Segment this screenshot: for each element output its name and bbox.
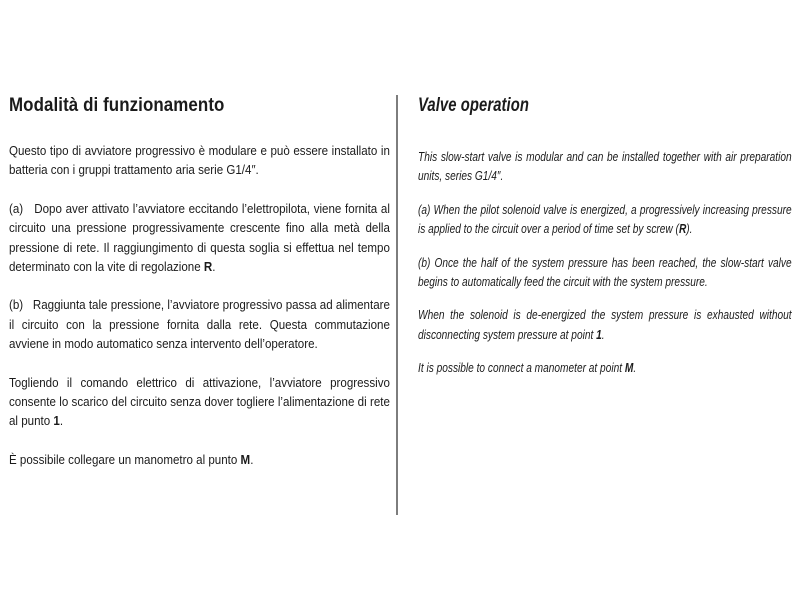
text-run: This slow-start valve is modular and can be installed together with air preparation units, series G1/4″. (418, 149, 792, 184)
section-title-english: Valve operation (418, 95, 529, 116)
text-run: (b) Once the half of the system pressure has been reached, the slow-start valve begins to automatically feed the circuit with the system pressure. (418, 254, 792, 290)
text-run: It is possible to connect a manometer at point (418, 360, 625, 376)
text-run-bold: 1 (596, 326, 602, 342)
section-title-italian: Modalità di funzionamento (9, 95, 225, 116)
text-run: (a) Dopo aver attivato l’avviatore eccitando l’elettropilota, viene fornita al circuito una pressione progressivamente crescente fino alla metà della pressione di rete. Il raggiungimento di questa soglia si effettua nel tempo determinato con la vite di regolazione (9, 200, 390, 275)
text-run-bold: M (624, 360, 634, 376)
text-run: (b) Raggiunta tale pressione, l’avviatore progressivo passa ad alimentare il circuito con la pressione fornita dalla rete. Questa commutazione avviene in modo automatico senza intervento dell’operatore. (9, 297, 390, 352)
paragraph (418, 305, 792, 344)
paragraph (9, 373, 390, 431)
paragraph (418, 253, 792, 292)
text-run-bold: M (240, 451, 251, 467)
english-section (418, 96, 792, 392)
text-run: . (59, 413, 64, 429)
paragraph (9, 199, 390, 277)
text-run-bold: 1 (53, 413, 60, 429)
paragraph (9, 450, 390, 469)
text-run: When the solenoid is de-energized the system pressure is exhausted without disconnecting system pressure at point (418, 307, 792, 342)
italian-paragraphs (9, 141, 390, 469)
paragraph (418, 147, 792, 186)
paragraph (9, 141, 390, 180)
text-run: (a) When the pilot solenoid valve is energized, a progressively increasing pressure is applied to the circuit over a period of time set by screw ( (418, 201, 792, 237)
italian-section (9, 96, 390, 488)
text-run: Questo tipo di avviatore progressivo è modulare e può essere installato in batteria con i gruppi trattamento aria serie G1/4″. (9, 143, 390, 178)
text-run: . (633, 360, 637, 376)
column-divider-rule (396, 95, 398, 515)
italian-section-inner (9, 96, 390, 469)
paragraph (9, 295, 390, 353)
text-run-bold: R (203, 259, 213, 275)
text-run: ). (686, 221, 693, 237)
text-run: . (601, 326, 605, 342)
text-run: . (250, 451, 254, 467)
text-run: Togliendo il comando elettrico di attivazione, l’avviatore progressivo consente lo scarico del circuito senza dover togliere l’alimentazione di rete al punto (9, 374, 390, 429)
text-run: È possibile collegare un manometro al punto (9, 451, 241, 467)
paragraph (418, 358, 792, 377)
english-section-inner (418, 96, 792, 378)
text-run-bold: R (678, 221, 687, 237)
paragraph (418, 200, 792, 239)
english-paragraphs (418, 147, 792, 378)
text-run: . (212, 259, 216, 275)
